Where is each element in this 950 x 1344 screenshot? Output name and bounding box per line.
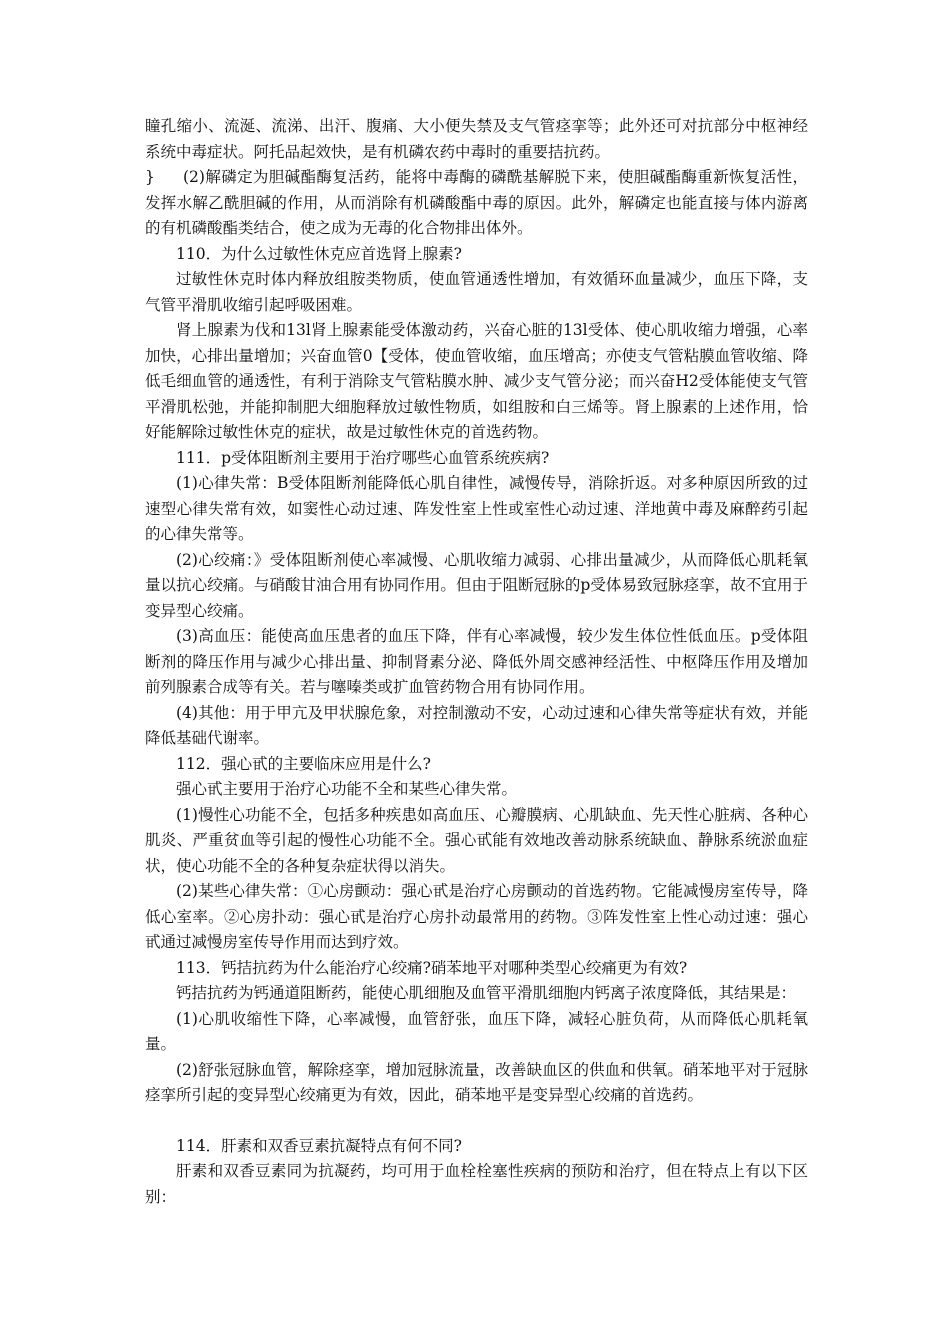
paragraph-7: (1)心律失常：B受体阻断剂能降低心肌自律性，减慢传导，消除折返。对多种原因所致的过速型心律失常有效，如窦性心动过速、阵发性室上性或室性心动过速、洋地黄中毒及麻醉药引起的心律失常等。 <box>145 474 808 543</box>
question-111: 111．p受体阻断剂主要用于治疗哪些心血管系统疾病? <box>176 448 550 467</box>
blank-line <box>145 1109 808 1134</box>
paragraph-5: 肾上腺素为伐和13l肾上腺素能受体激动药，兴奋心脏的13l受体、使心肌收缩力增强，心率加快，心排出量增加；兴奋血管0【受体，使血管收缩，血压增高；亦使支气管粘膜血管收缩、降低毛细血管的通透性，有利于消除支气管粘膜水肿、减少支气管分泌；而兴奋H2受体能使支气管平滑肌松弛，并能抑制肥大细胞释放过敏性物质，如组胺和白三烯等。肾上腺素的上述作用，恰好能解除过敏性休克的症状，故是过敏性休克的首选药物。 <box>145 321 808 441</box>
paragraph-8: (2)心绞痛：》受体阻断剂使心率减慢、心肌收缩力减弱、心排出量减少，从而降低心肌耗氧量以抗心绞痛。与硝酸甘油合用有协同作用。但由于阻断冠脉的p受体易致冠脉痉挛，故不宜用于变异型心绞痛。 <box>145 550 808 620</box>
paragraph-4: 过敏性休克时体内释放组胺类物质，使血管通透性增加，有效循环血量减少，血压下降，支气管平滑肌收缩引起呼吸困难。 <box>145 270 808 314</box>
paragraph-18: (2)舒张冠脉血管，解除痉挛，增加冠脉流量，改善缺血区的供血和供氧。硝苯地平对于冠脉痉挛所引起的变异型心绞痛更为有效，因此，硝苯地平是变异型心绞痛的首选药。 <box>145 1060 808 1104</box>
document-page <box>145 114 808 1210</box>
question-110: 110．为什么过敏性休克应首选肾上腺素? <box>176 244 462 263</box>
paragraph-14: (2)某些心律失常：①心房颤动：强心甙是治疗心房颤动的首选药物。它能减慢房室传导，降低心室率。②心房扑动：强心甙是治疗心房扑动最常用的药物。③阵发性室上性心动过速：强心甙通过减慢房室传导作用而达到疗效。 <box>145 882 808 951</box>
paragraph-9: (3)高血压：能使高血压患者的血压下降，伴有心率减慢，较少发生体位性低血压。p受体阻断剂的降压作用与减少心排出量、抑制肾素分泌、降低外周交感神经活性、中枢降压作用及增加前列腺素合成等有关。若与噻嗪类或扩血管药物合用有协同作用。 <box>145 627 808 696</box>
question-114: 114．肝素和双香豆素抗凝特点有何不同? <box>176 1136 462 1155</box>
question-112: 112．强心甙的主要临床应用是什么? <box>176 754 431 773</box>
paragraph-17: (1)心肌收缩性下降，心率减慢，血管舒张，血压下降，减轻心脏负荷，从而降低心肌耗氧量。 <box>145 1009 808 1053</box>
paragraph-2-text: (2)解磷定为胆碱酯酶复活药，能将中毒酶的磷酰基解脱下来，使胆碱酯酶重新恢复活性，发挥水解乙酰胆碱的作用，从而消除有机磷酸酯中毒的原因。此外，解磷定也能直接与体内游离的有机磷酸酯类结合，使之成为无毒的化合物排出体外。 <box>145 168 808 237</box>
paragraph-16: 钙拮抗药为钙通道阻断药，能使心肌细胞及血管平滑肌细胞内钙离子浓度降低，其结果是： <box>176 984 797 1002</box>
paragraph-20: 肝素和双香豆素同为抗凝药，均可用于血栓栓塞性疾病的预防和治疗，但在特点上有以下区别： <box>145 1162 808 1206</box>
paragraph-mark: } <box>145 168 155 186</box>
paragraph-13: (1)慢性心功能不全，包括多种疾患如高血压、心瓣膜病、心肌缺血、先天性心脏病、各种心肌炎、严重贫血等引起的慢性心功能不全。强心甙能有效地改善动脉系统缺血、静脉系统淤血症状，使心功能不全的各种复杂症状得以消失。 <box>145 805 808 875</box>
paragraph-12: 强心甙主要用于治疗心功能不全和某些心律失常。 <box>176 780 518 798</box>
question-113: 113．钙拮抗药为什么能治疗心绞痛?硝苯地平对哪种类型心绞痛更为有效? <box>176 958 688 977</box>
paragraph-2 <box>145 165 808 242</box>
paragraph-1: 瞳孔缩小、流涎、流涕、出汗、腹痛、大小便失禁及支气管痉挛等；此外还可对抗部分中枢神经系统中毒症状。阿托品起效快，是有机磷农药中毒时的重要拮抗药。 <box>145 117 808 161</box>
paragraph-10: (4)其他：用于甲亢及甲状腺危象，对控制激动不安，心动过速和心律失常等症状有效，并能降低基础代谢率。 <box>145 703 808 747</box>
